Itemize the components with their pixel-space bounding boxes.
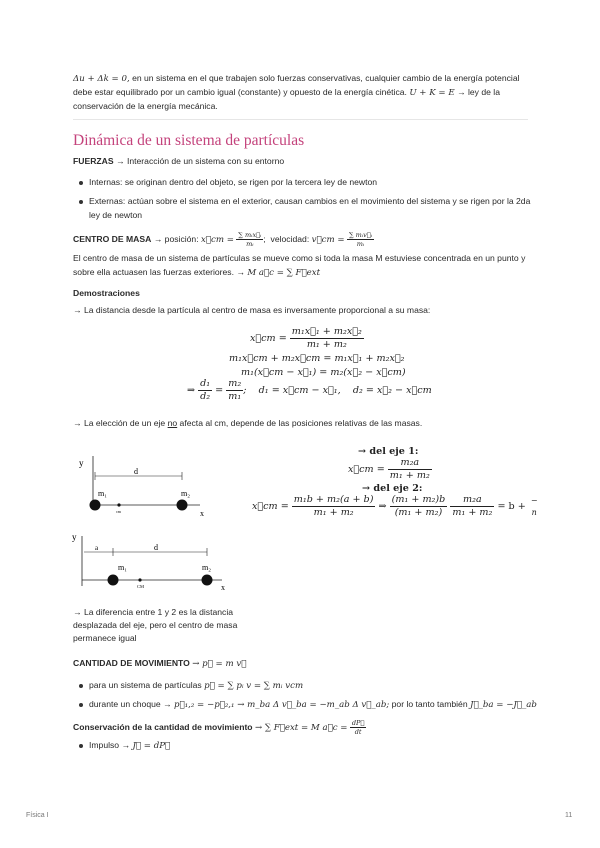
impulso-item: Impulso → J⃗ = dP⃗ bbox=[89, 740, 171, 751]
eje-1-equation: x⃗cm = $\frac{\text{m₂a}}{\text{m₁ + m₂}}$ bbox=[348, 457, 430, 481]
footer-course: Física I bbox=[26, 812, 49, 819]
conservacion-line: Conservación de la cantidad de movimiento → ∑ F⃗ext = M a⃗c = $\frac{dP⃗}{dt}$ bbox=[73, 719, 365, 736]
m1-label: m₁ bbox=[118, 563, 128, 572]
eje-2-equation: x⃗cm = $\frac{\text{m₁b + m₂(a + b)}}{\text{m₁ + m₂}}$ ⇒ $\frac{\text{(m₁ + m₂)b}}{\text{(m₁ + m₂)}}$ $\frac{\text{m₂a}}{\text{m₁ + m₂}}$ = b + − n bbox=[252, 494, 538, 518]
bullet-dot bbox=[79, 684, 83, 688]
intro-line-3: conservación de la energía mecánica. bbox=[73, 101, 218, 111]
intro-line-2-math: U + K = E bbox=[409, 88, 455, 98]
eq-step-4: ⇒ $\frac{\text{d₁}}{\text{d₂}}$ = $\frac{\text{m₂}}{\text{m₁}}$ ; d₁ = x⃗cm − x⃗₁, d₂ = x⃗₂ − x⃗cm bbox=[187, 378, 432, 402]
divider bbox=[73, 119, 528, 120]
bullet-dot bbox=[79, 744, 83, 748]
demostraciones-label: Demostraciones bbox=[73, 288, 140, 298]
bullet-dot bbox=[79, 200, 83, 204]
vel-fraction: $\frac{\text{∑ mᵢv⃗ᵢ}}{\text{mᵢ}}$ bbox=[348, 231, 372, 248]
fuerzas-item-externas-cont: ley de newton bbox=[89, 210, 143, 220]
distance-label: d bbox=[134, 467, 138, 476]
fuerzas-label: FUERZAS bbox=[73, 156, 114, 166]
cantidad-item-1: para un sistema de partículas p⃗ = ∑ pᵢ v = ∑ mᵢ vcm bbox=[89, 680, 304, 691]
fuerzas-item-internas: Internas: se originan dentro del objeto, se rigen por la tercera ley de newton bbox=[89, 177, 378, 187]
axis-diagram-2 bbox=[70, 528, 230, 600]
eje-1-label: → del eje 1: bbox=[358, 446, 419, 457]
mass-2 bbox=[202, 575, 213, 586]
centro-masa-desc-1: El centro de masa de un sistema de partículas se mueve como si toda la masa M estuviese concentrada en un punto y bbox=[73, 253, 526, 263]
diagram-caption-1: → La diferencia entre 1 y 2 es la distancia bbox=[73, 607, 234, 617]
fuerzas-desc: → Interacción de un sistema con su entorno bbox=[115, 156, 285, 166]
distance-label: d bbox=[154, 543, 158, 552]
diagram-caption-2: desplazada del eje, pero el centro de masa bbox=[73, 620, 238, 630]
cantidad-label: CANTIDAD DE MOVIMIENTO bbox=[73, 658, 190, 668]
centro-masa-label: CENTRO DE MASA bbox=[73, 233, 152, 244]
y-label: y bbox=[79, 458, 84, 468]
intro-lead-math: Δu + Δk = 0, bbox=[73, 74, 130, 84]
cantidad-item-2: durante un choque → p⃗₁,₂ = −p⃗₂,₁ → m_ba Δ v⃗_ba = −m_ab Δ v⃗_ab; por lo tanto también J⃗_ba = −J⃗_ab bbox=[89, 699, 537, 710]
intro-line-2: debe estar equilibrado por un cambio igual (constante) y opuesto de la energía cinética. U + K = E → ley de la bbox=[73, 87, 500, 98]
x-label: x bbox=[200, 509, 204, 518]
fuerzas-line bbox=[73, 155, 284, 168]
mass-1 bbox=[90, 500, 101, 511]
bullet-dot bbox=[79, 703, 83, 707]
conservacion-label: Conservación de la cantidad de movimiento bbox=[73, 721, 253, 732]
cm-point bbox=[117, 503, 120, 506]
m1-label: m₁ bbox=[98, 489, 108, 498]
bullet-dot bbox=[79, 181, 83, 185]
cm-label: CM bbox=[137, 584, 145, 589]
fuerzas-item-externas: Externas: actúan sobre el sistema en el exterior, causan cambios en el movimiento del sistema y se rigen por la 2da bbox=[89, 196, 531, 206]
cm-point bbox=[138, 578, 141, 581]
eje-2-label: → del eje 2: bbox=[362, 483, 423, 494]
eq-step-2: m₁x⃗cm + m₂x⃗cm = m₁x⃗₁ + m₂x⃗₂ bbox=[229, 353, 405, 364]
y-label: y bbox=[72, 532, 77, 542]
footer-page-number: 11 bbox=[565, 812, 573, 819]
mass-2 bbox=[177, 500, 188, 511]
cm-label: cm bbox=[116, 509, 121, 514]
eq-cm-definition: x⃗cm = $\frac{\text{m₁x⃗₁ + m₂x⃗₂}}{\text{m₁ + m₂}}$ bbox=[250, 326, 362, 350]
offset-label: a bbox=[95, 544, 99, 552]
demostraciones-item-1: → La distancia desde la partícula al centro de masa es inversamente proporcional a su masa: bbox=[73, 305, 431, 315]
axis-diagram-1 bbox=[70, 448, 230, 528]
centro-masa-line: CENTRO DE MASA → posición: x⃗cm = $\frac{\text{∑ mᵢx⃗ᵢ}}{\text{mᵢ}}$ ; velocidad: v⃗cm = $\frac{\text{∑ mᵢv⃗ᵢ}}{\text{mᵢ}}$ bbox=[73, 231, 372, 248]
intro-line-1: Δu + Δk = 0, en un sistema en el que trabajen solo fuerzas conservativas, cualquier cambio de la energía potencial bbox=[73, 73, 520, 84]
m2-label: m₂ bbox=[202, 563, 212, 572]
pos-fraction: $\frac{\text{∑ mᵢx⃗ᵢ}}{\text{mᵢ}}$ bbox=[238, 231, 262, 248]
diagram-caption-3: permanece igual bbox=[73, 633, 137, 643]
section-title: Dinámica de un sistema de partículas bbox=[73, 132, 305, 149]
mass-1 bbox=[108, 575, 119, 586]
eq-step-3: m₁(x⃗cm − x⃗₁) = m₂(x⃗₂ − x⃗cm) bbox=[241, 367, 406, 378]
x-label: x bbox=[221, 583, 225, 592]
demostraciones-item-2: → La elección de un eje no afecta al cm, depende de las posiciones relativas de las masas. bbox=[73, 418, 423, 428]
centro-masa-desc-2: sobre ella actuasen las fuerzas exteriores. → M a⃗c = ∑ F⃗ext bbox=[73, 267, 321, 278]
m2-label: m₂ bbox=[181, 489, 191, 498]
cantidad-line: CANTIDAD DE MOVIMIENTO → p⃗ = m v⃗ bbox=[73, 658, 247, 669]
